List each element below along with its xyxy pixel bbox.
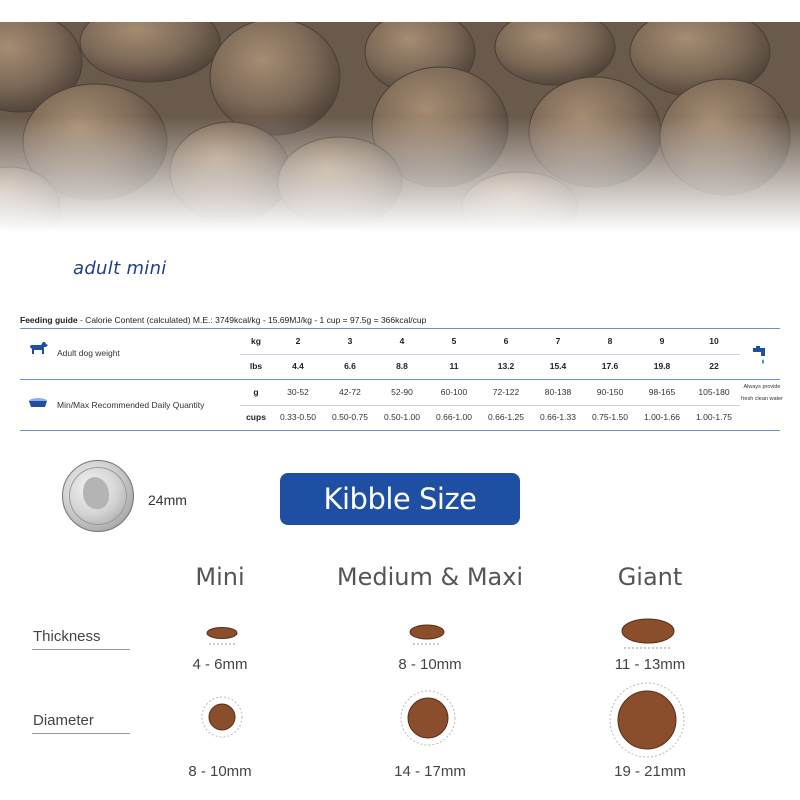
quarter-coin-icon <box>62 460 134 532</box>
table-cell: 0.50-1.00 <box>384 412 420 422</box>
table-cell: 8.8 <box>396 361 408 371</box>
giant-kibble-top-icon <box>607 680 687 760</box>
table-cell: 0.66-1.00 <box>436 412 472 422</box>
table-cell: 4.4 <box>292 361 304 371</box>
medium-kibble-side-icon <box>405 618 449 650</box>
thickness-label: Thickness <box>33 628 101 645</box>
table-cell: 0.75-1.50 <box>592 412 628 422</box>
table-cell: 19.8 <box>653 361 671 371</box>
table-cell: 52-90 <box>391 387 413 397</box>
table-cell: 4 <box>399 336 405 346</box>
table-cell: 8 <box>607 336 613 346</box>
medium-kibble-top-icon <box>398 688 458 748</box>
medium-diameter: 14 - 17mm <box>394 763 466 780</box>
thickness-underline <box>32 649 130 650</box>
lbs-row <box>272 361 740 371</box>
table-cell: 2 <box>295 336 301 346</box>
mini-kibble-side-icon <box>200 620 244 650</box>
mini-thickness: 4 - 6mm <box>192 656 248 673</box>
table-cell: 11 <box>449 361 459 371</box>
column-medium-maxi: Medium & Maxi <box>336 563 524 591</box>
table-cell: 0.66-1.33 <box>540 412 576 422</box>
daily-quantity-label: Min/Max Recommended Daily Quantity <box>57 400 205 410</box>
table-cell: 17.6 <box>601 361 619 371</box>
table-bottom-rule <box>20 430 780 431</box>
table-cell: 80-138 <box>544 387 572 397</box>
table-cell: 15.4 <box>549 361 567 371</box>
giant-kibble-side-icon <box>612 612 684 652</box>
table-cell: 98-165 <box>648 387 676 397</box>
table-cell: 5 <box>451 336 457 346</box>
adult-dog-weight-label: Adult dog weight <box>57 348 120 358</box>
calorie-content: - Calorie Content (calculated) M.E.: 3749kcal/kg - 15.69MJ/kg - 1 cup = 97.5g = 366kcal/cup <box>77 315 427 325</box>
table-cell: 105-180 <box>698 387 730 397</box>
table-cell: 0.33-0.50 <box>280 412 316 422</box>
table-cell: 42-72 <box>339 387 361 397</box>
table-cell: 6 <box>503 336 509 346</box>
column-mini: Mini <box>195 563 245 591</box>
table-sub-rule <box>240 354 740 355</box>
table-sub-rule <box>240 405 740 406</box>
kibble-size-banner: Kibble Size <box>280 473 520 525</box>
unit-kg: kg <box>251 336 261 346</box>
table-cell: 7 <box>555 336 561 346</box>
table-middle-rule <box>20 379 780 380</box>
diameter-underline <box>32 733 130 734</box>
table-cell: 6.6 <box>344 361 356 371</box>
coin-size: 24mm <box>148 492 187 508</box>
water-note: Always provide fresh clean water <box>741 384 783 402</box>
mini-diameter: 8 - 10mm <box>188 763 252 780</box>
table-cell: 10 <box>709 336 719 346</box>
table-cell: 0.50-0.75 <box>332 412 368 422</box>
diameter-label: Diameter <box>33 712 94 729</box>
feeding-guide-title: Feeding guide <box>20 315 78 325</box>
kibble-hero-image <box>0 22 800 232</box>
table-cell: 90-150 <box>596 387 624 397</box>
cups-row <box>272 412 740 422</box>
mini-kibble-top-icon <box>198 693 246 741</box>
dog-icon <box>28 341 48 360</box>
kg-row <box>272 336 740 346</box>
table-cell: 60-100 <box>440 387 468 397</box>
table-cell: 30-52 <box>287 387 309 397</box>
table-cell: 1.00-1.66 <box>644 412 680 422</box>
table-cell: 9 <box>659 336 665 346</box>
giant-thickness: 11 - 13mm <box>614 656 686 673</box>
giant-diameter: 19 - 21mm <box>614 763 686 780</box>
table-cell: 0.66-1.25 <box>488 412 524 422</box>
table-top-rule <box>20 328 780 329</box>
bowl-icon <box>28 396 48 414</box>
table-cell: 72-122 <box>492 387 520 397</box>
table-cell: 13.2 <box>497 361 515 371</box>
column-giant: Giant <box>617 563 683 591</box>
grams-row <box>272 387 740 397</box>
unit-cups: cups <box>246 412 266 422</box>
medium-thickness: 8 - 10mm <box>398 656 462 673</box>
table-cell: 3 <box>347 336 353 346</box>
unit-lbs: lbs <box>249 361 263 371</box>
product-name: adult mini <box>73 258 167 279</box>
water-tap-icon <box>751 346 769 371</box>
unit-g: g <box>253 387 259 397</box>
table-cell: 1.00-1.75 <box>696 412 732 422</box>
feeding-guide-caption <box>20 315 426 325</box>
table-cell: 22 <box>709 361 719 371</box>
